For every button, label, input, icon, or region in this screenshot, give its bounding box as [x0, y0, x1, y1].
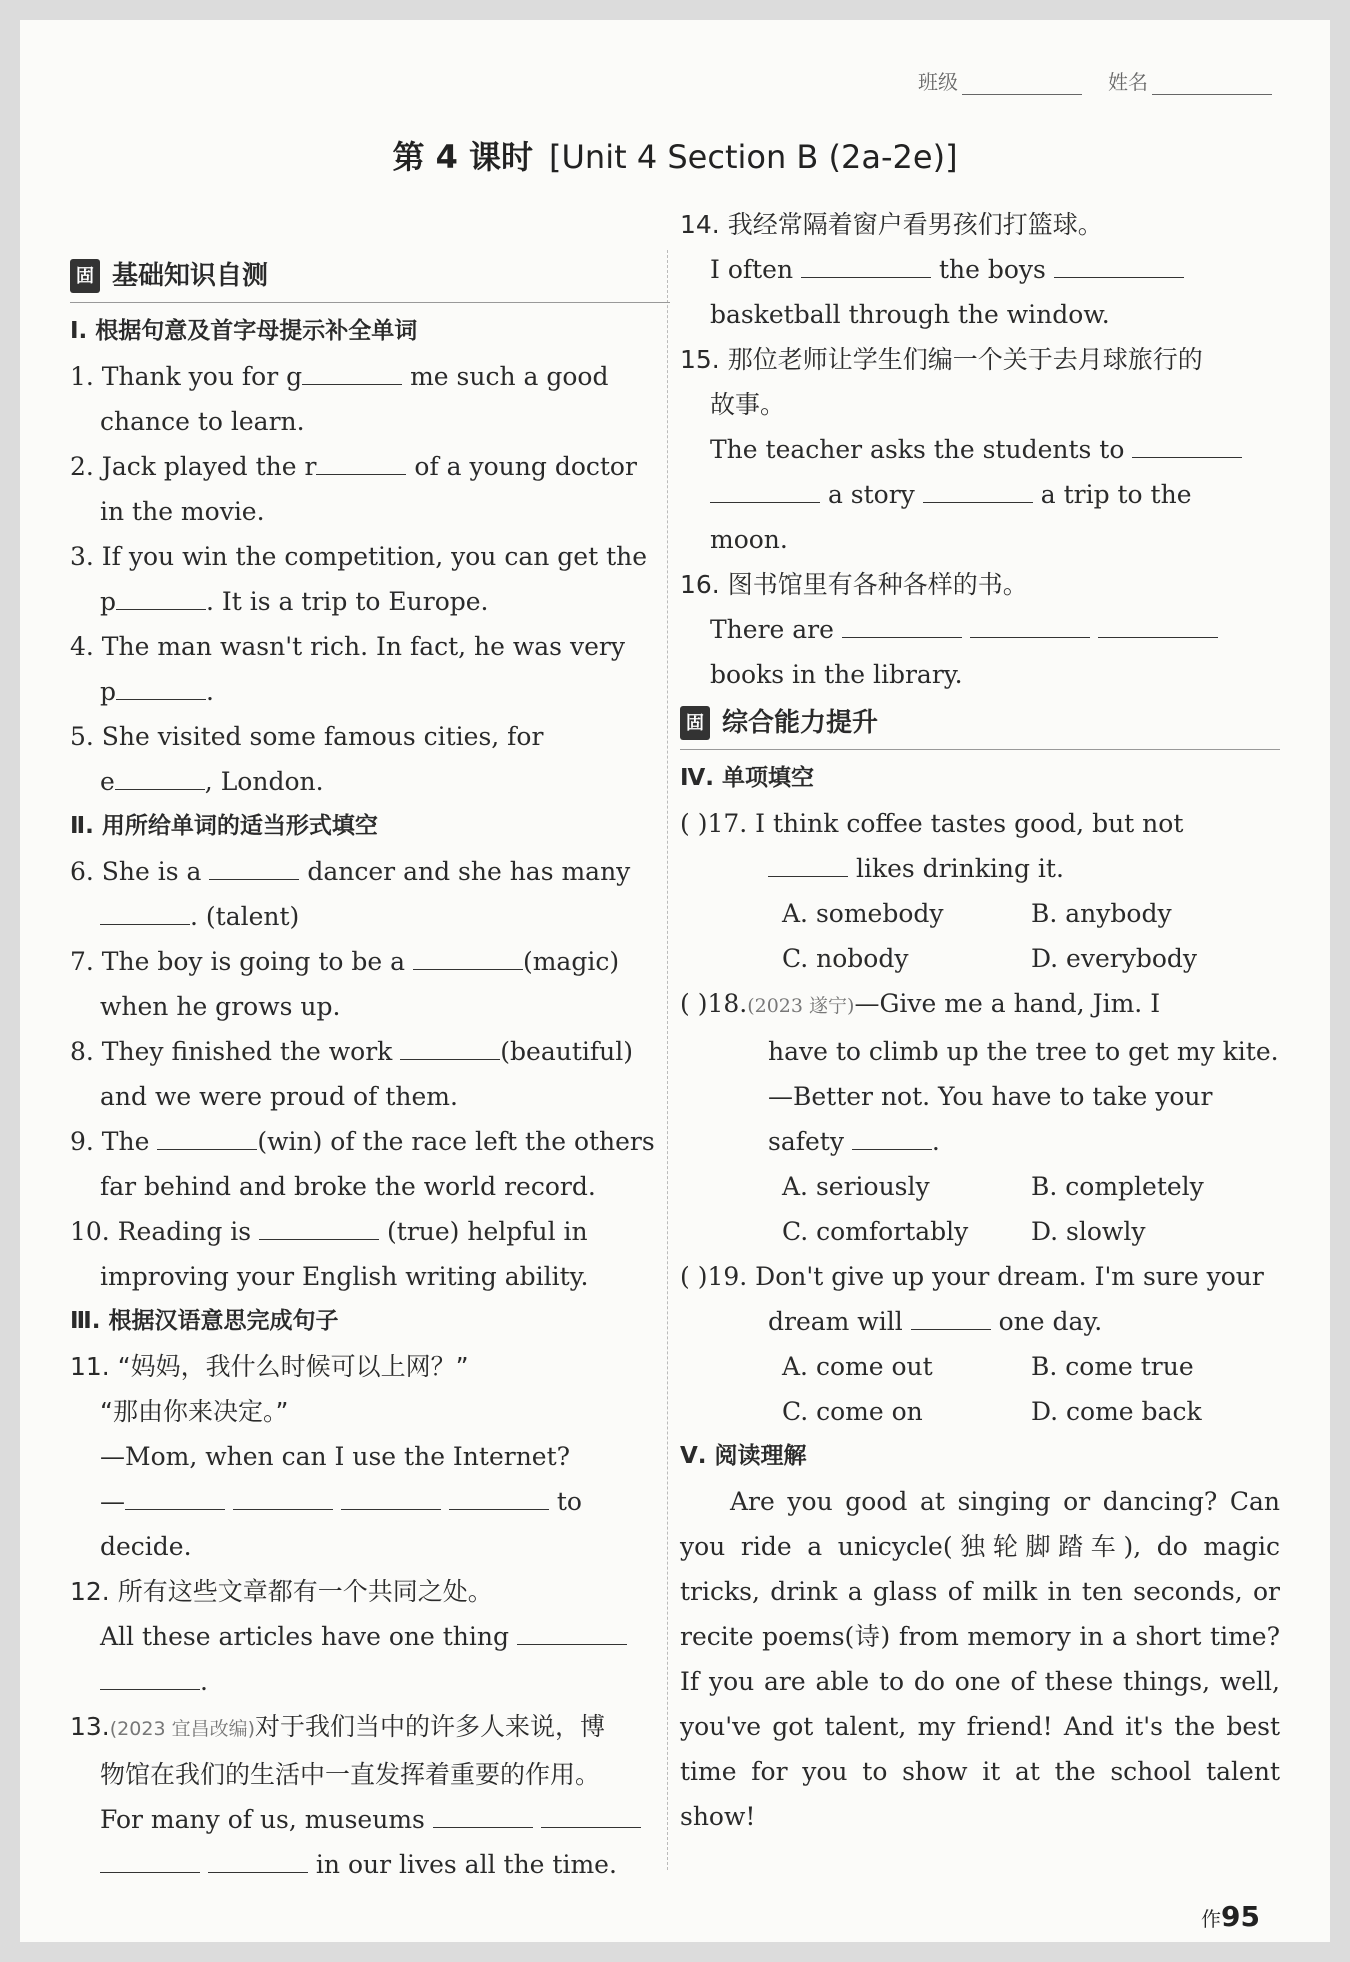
answer-blank[interactable] — [433, 1801, 533, 1828]
answer-blank[interactable] — [157, 1123, 257, 1150]
unit-title: [Unit 4 Section B (2a-2e)] — [549, 138, 958, 176]
options-17: A. somebody B. anybody — [782, 899, 1172, 928]
question-3: 3. If you win the competition, you can get the — [70, 542, 648, 571]
question-13: 13.(2023 宜昌改编)对于我们当中的许多人来说，博 — [70, 1712, 605, 1741]
answer-blank[interactable] — [541, 1801, 641, 1828]
answer-blank[interactable] — [710, 476, 820, 503]
question-9: 9. The (win) of the race left the others — [70, 1119, 670, 1164]
answer-blank[interactable] — [209, 853, 299, 880]
answer-blank[interactable] — [233, 1483, 333, 1510]
answer-blank[interactable] — [115, 763, 205, 790]
answer-blank[interactable] — [768, 850, 848, 877]
page-number: 作95 — [1201, 1900, 1260, 1933]
answer-blank[interactable] — [449, 1483, 549, 1510]
part-3-heading: Ⅲ. 根据汉语意思完成句子 — [70, 1308, 339, 1334]
section-icon: 固 — [70, 259, 100, 293]
answer-blank[interactable] — [341, 1483, 441, 1510]
answer-blank[interactable] — [302, 358, 402, 385]
answer-blank[interactable] — [1054, 251, 1184, 278]
question-14: 14. 我经常隔着窗户看男孩们打篮球。 — [680, 210, 1103, 239]
part-1-heading: Ⅰ. 根据句意及首字母提示补全单词 — [70, 318, 418, 344]
question-7: 7. The boy is going to be a (magic) — [70, 939, 670, 984]
part-2-heading: Ⅱ. 用所给单词的适当形式填空 — [70, 813, 378, 839]
section-comprehensive: 固 综合能力提升 — [680, 697, 1280, 750]
question-17: ( )17. I think coffee tastes good, but not — [680, 809, 1184, 838]
answer-blank[interactable] — [517, 1618, 627, 1645]
student-info — [918, 66, 1272, 95]
question-18: ( )18.(2023 遂宁)—Give me a hand, Jim. I — [680, 989, 1161, 1018]
options-19: A. come out B. come true — [782, 1352, 1194, 1381]
answer-blank[interactable] — [125, 1483, 225, 1510]
question-5: 5. She visited some famous cities, for — [70, 722, 544, 751]
answer-blank[interactable] — [259, 1213, 379, 1240]
question-6: 6. She is a dancer and she has many — [70, 849, 670, 894]
question-16: 16. 图书馆里有各种各样的书。 — [680, 570, 1028, 599]
answer-blank[interactable] — [116, 673, 206, 700]
answer-blank[interactable] — [970, 611, 1090, 638]
worksheet-page — [20, 20, 1330, 1942]
answer-blank[interactable] — [801, 251, 931, 278]
lesson-title: 第 4 课时 — [392, 138, 534, 176]
name-field[interactable]: 姓名 — [1108, 66, 1272, 95]
answer-blank[interactable] — [400, 1033, 500, 1060]
answer-blank[interactable] — [842, 611, 962, 638]
options-18: A. seriously B. completely — [782, 1172, 1204, 1201]
part-4-heading: Ⅳ. 单项填空 — [680, 765, 815, 791]
question-1: 1. Thank you for g me such a good — [70, 354, 670, 399]
answer-blank[interactable] — [911, 1303, 991, 1330]
answer-blank[interactable] — [316, 448, 406, 475]
section-basic: 固 基础知识自测 — [70, 250, 670, 303]
class-field[interactable]: 班级 — [918, 66, 1082, 95]
answer-blank[interactable] — [413, 943, 523, 970]
question-12: 12. 所有这些文章都有一个共同之处。 — [70, 1577, 493, 1606]
question-15: 15. 那位老师让学生们编一个关于去月球旅行的 — [680, 345, 1203, 374]
answer-blank[interactable] — [852, 1123, 932, 1150]
question-19: ( )19. Don't give up your dream. I'm sure your — [680, 1262, 1264, 1291]
question-2: 2. Jack played the r of a young doctor — [70, 444, 670, 489]
question-4: 4. The man wasn't rich. In fact, he was very — [70, 632, 625, 661]
answer-blank[interactable] — [100, 898, 190, 925]
reading-passage: Are you good at singing or dancing? Can you ride a unicycle(独轮脚踏车), do magic tricks, drink a glass of milk in ten seconds, or recite poems(诗) from memory in a short time? If you are able to do one of these things, well, you've got talent, my friend! And it's the best time for you to show it at the school talent show! — [680, 1487, 1280, 1831]
part-5-heading: Ⅴ. 阅读理解 — [680, 1443, 807, 1469]
answer-blank[interactable] — [923, 476, 1033, 503]
answer-blank[interactable] — [208, 1846, 308, 1873]
answer-blank[interactable] — [100, 1846, 200, 1873]
question-11: 11. “妈妈，我什么时候可以上网？” — [70, 1352, 469, 1381]
answer-blank[interactable] — [116, 583, 206, 610]
right-column: 14. 我经常隔着窗户看男孩们打篮球。 I often the boys basketball through the window. 15. 那位老师让学生们编一个关于去月球旅行的 故事。 The teacher asks the students to a story a trip to the moon. 16. 图书馆里有各种各样的书。 There are books in the library. 固 综合能力提升 Ⅳ. 单项填空 ( )17. I think coffee tastes good, but not likes drinking it. A. somebody B. anybody C. nobody D. everybody ( )18.(2023 遂宁)—Give me a hand, Jim. I have to climb up the tree to get my kite. —Better not. You have to take your safety . A. seriously B. completely C. comfortably D. slowly ( )19. Don't give up your dream. I'm sure your dream will one day. A. come out B. come true C. come on D. come back Ⅴ. 阅读理解 Are you good at singing or dancing? Can you ride a unicycle(独轮脚踏车), do magic tricks, drink a glass of milk in ten seconds, or recite poems(诗) from memory in a short time? If you are able to do one of these things, well, you've got talent, my friend! And it's the best time for you to show it at the school talent show! — [680, 250, 1280, 1839]
answer-blank[interactable] — [1132, 431, 1242, 458]
question-10: 10. Reading is (true) helpful in — [70, 1209, 670, 1254]
answer-blank[interactable] — [1098, 611, 1218, 638]
answer-blank[interactable] — [100, 1663, 200, 1690]
page-title — [20, 132, 1330, 178]
question-8: 8. They finished the work (beautiful) — [70, 1029, 670, 1074]
section-icon: 固 — [680, 706, 710, 740]
left-column: 固 基础知识自测 Ⅰ. 根据句意及首字母提示补全单词 1. Thank you for g me such a good chance to learn. 2. Jack played the r of a young doctor in the movie. 3. If you win the competition, you can get the p . It is a trip to Europe. 4. The man wasn't rich. In fact, he was very p . 5. She visited some famous cities, for e , London. Ⅱ. 用所给单词的适当形式填空 6. She is a dancer and she has many . (talent) 7. The boy is going to be a (magic) when he grows up. 8. They finished the work (beautiful) and we were proud of them. 9. The (win) of the race left the others far behind and broke the world record. 10. Reading is (true) helpful in improving your English writing ability. Ⅲ. 根据汉语意思完成句子 11. “妈妈，我什么时候可以上网？” “那由你来决定。” —Mom, when can I use the Internet? — to decide. 12. 所有这些文章都有一个共同之处。 All these articles have one thing . 13.(2023 宜昌改编)对于我们当中的许多人来说，博 物馆在我们的生活中一直发挥着重要的作用。 For many of us, museums in our lives all the time. — [70, 250, 670, 1887]
